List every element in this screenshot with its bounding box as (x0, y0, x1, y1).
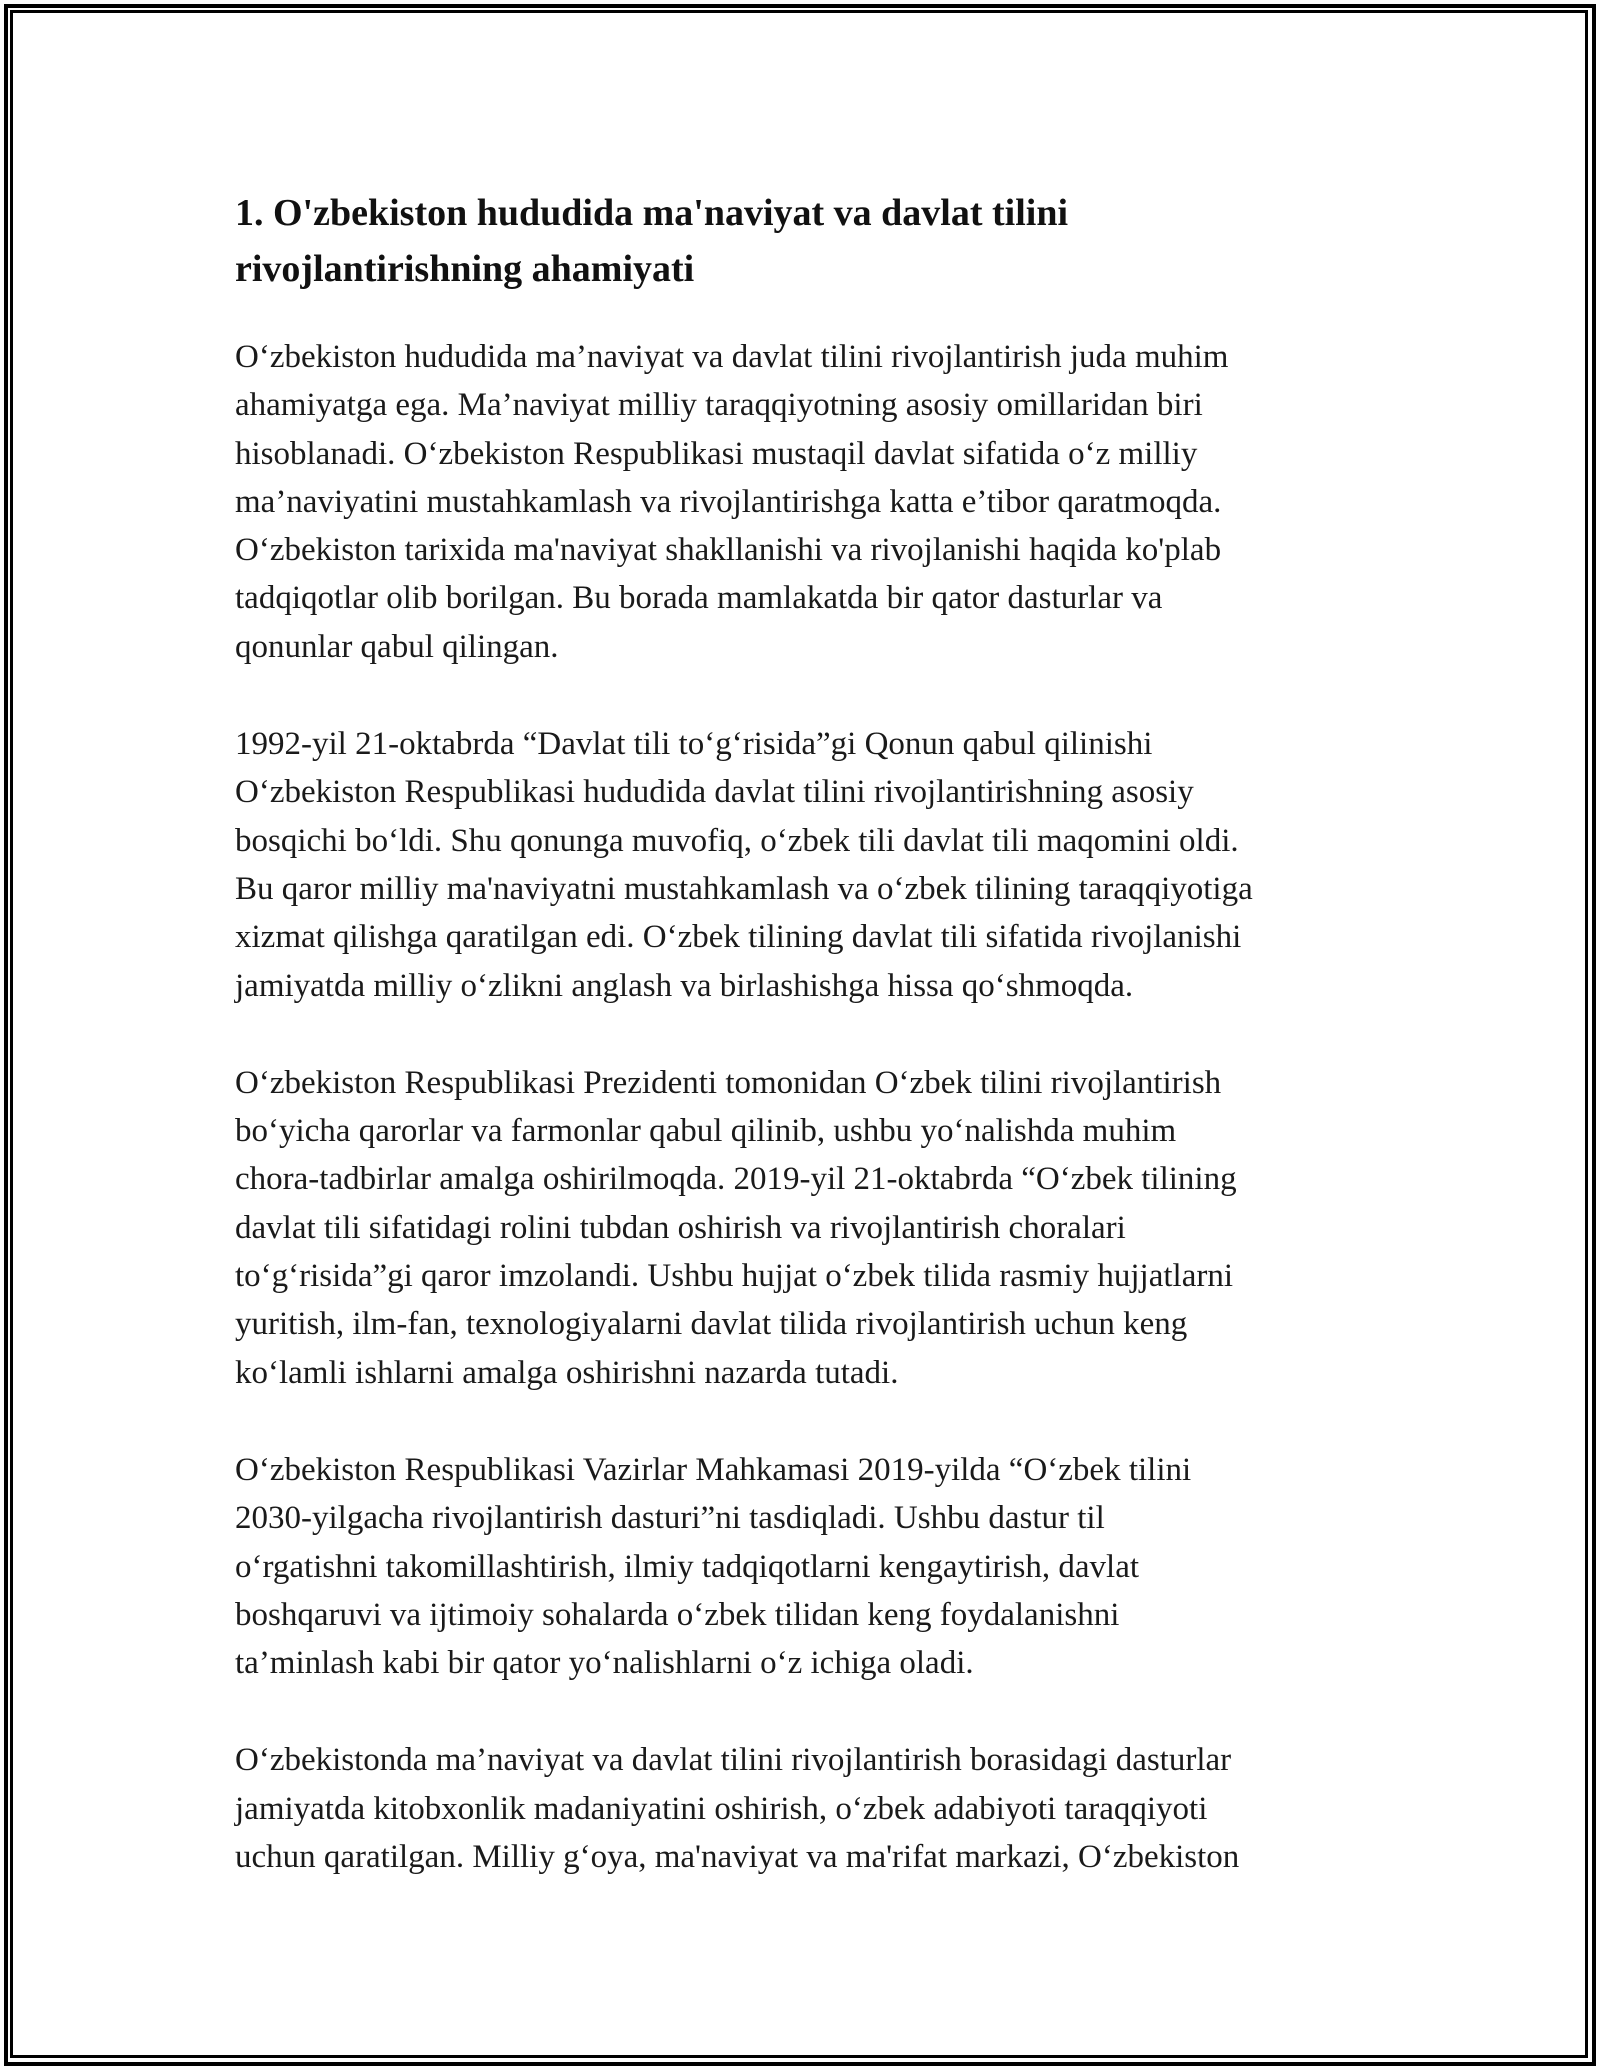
paragraph-line: yuritish, ilm-fan, texnologiyalarni davlat tilida rivojlantirish uchun keng (235, 1306, 1188, 1343)
section-heading (235, 185, 1375, 297)
paragraph-line: 2030-yilgacha rivojlantirish dasturi”ni tasdiqladi. Ushbu dastur til (235, 1500, 1105, 1537)
paragraph-1 (235, 333, 1375, 671)
paragraph-line: ko‘lamli ishlarni amalga oshirishni nazarda tutadi. (235, 1354, 899, 1391)
paragraph-line: to‘g‘risida”gi qaror imzolandi. Ushbu hujjat o‘zbek tilida rasmiy hujjatlarni (235, 1258, 1233, 1295)
paragraph-line: xizmat qilishga qaratilgan edi. O‘zbek tilining davlat tili sifatida rivojlanishi (235, 919, 1242, 956)
paragraph-line: uchun qaratilgan. Milliy g‘oya, ma'naviyat va ma'rifat markazi, O‘zbekiston (235, 1839, 1240, 1876)
paragraph-line: hisoblanadi. O‘zbekiston Respublikasi mustaqil davlat sifatida o‘z milliy (235, 435, 1198, 472)
paragraph-3 (235, 1059, 1375, 1397)
paragraph-line: qonunlar qabul qilingan. (235, 628, 559, 665)
heading-line: rivojlantirishning ahamiyati (235, 248, 695, 290)
paragraph-line: bo‘yicha qarorlar va farmonlar qabul qilinib, ushbu yo‘nalishda muhim (235, 1113, 1177, 1150)
paragraph-2 (235, 720, 1375, 1010)
heading-line: 1. O'zbekiston hududida ma'naviyat va davlat tilini (235, 192, 1069, 234)
document-body (235, 185, 1375, 1930)
paragraph-line: jamiyatda milliy o‘zlikni anglash va birlashishga hissa qo‘shmoqda. (235, 967, 1134, 1004)
paragraph-line: O‘zbekiston hududida ma’naviyat va davlat tilini rivojlantirish juda muhim (235, 339, 1229, 375)
paragraph-line: o‘rgatishni takomillashtirish, ilmiy tadqiqotlarni kengaytirish, davlat (235, 1548, 1140, 1585)
paragraph-line: chora-tadbirlar amalga oshirilmoqda. 2019-yil 21-oktabrda “O‘zbek tilining (235, 1161, 1237, 1198)
paragraph-line: O‘zbekistonda ma’naviyat va davlat tilini rivojlantirish borasidagi dasturlar (235, 1742, 1232, 1779)
paragraph-line: jamiyatda kitobxonlik madaniyatini oshirish, o‘zbek adabiyoti taraqqiyoti (235, 1790, 1208, 1827)
paragraph-line: O‘zbekiston Respublikasi Prezidenti tomonidan O‘zbek tilini rivojlantirish (235, 1064, 1222, 1101)
paragraph-line: O‘zbekiston Respublikasi Vazirlar Mahkamasi 2019-yilda “O‘zbek tilini (235, 1451, 1192, 1488)
paragraph-line: O‘zbekiston tarixida ma'naviyat shakllanishi va rivojlanishi haqida ko'plab (235, 532, 1222, 569)
paragraph-line: ahamiyatga ega. Ma’naviyat milliy taraqqiyotning asosiy omillaridan biri (235, 387, 1203, 424)
paragraph-line: bosqichi bo‘ldi. Shu qonunga muvofiq, o‘zbek tili davlat tili maqomini oldi. (235, 822, 1239, 859)
paragraph-line: Bu qaror milliy ma'naviyatni mustahkamlash va o‘zbek tilining taraqqiyotiga (235, 870, 1253, 907)
paragraph-line: tadqiqotlar olib borilgan. Bu borada mamlakatda bir qator dasturlar va (235, 580, 1163, 617)
paragraph-4 (235, 1446, 1375, 1687)
paragraph-line: ma’naviyatini mustahkamlash va rivojlantirishga katta e’tibor qaratmoqda. (235, 483, 1222, 520)
paragraph-line: davlat tili sifatidagi rolini tubdan oshirish va rivojlantirish choralari (235, 1209, 1126, 1246)
paragraph-line: O‘zbekiston Respublikasi hududida davlat tilini rivojlantirishning asosiy (235, 774, 1194, 811)
paragraph-line: boshqaruvi va ijtimoiy sohalarda o‘zbek tilidan keng foydalanishni (235, 1596, 1120, 1633)
paragraph-line: 1992-yil 21-oktabrda “Davlat tili to‘g‘risida”gi Qonun qabul qilinishi (235, 726, 1153, 763)
paragraph-5 (235, 1736, 1375, 1881)
paragraph-line: ta’minlash kabi bir qator yo‘nalishlarni o‘z ichiga oladi. (235, 1645, 974, 1682)
